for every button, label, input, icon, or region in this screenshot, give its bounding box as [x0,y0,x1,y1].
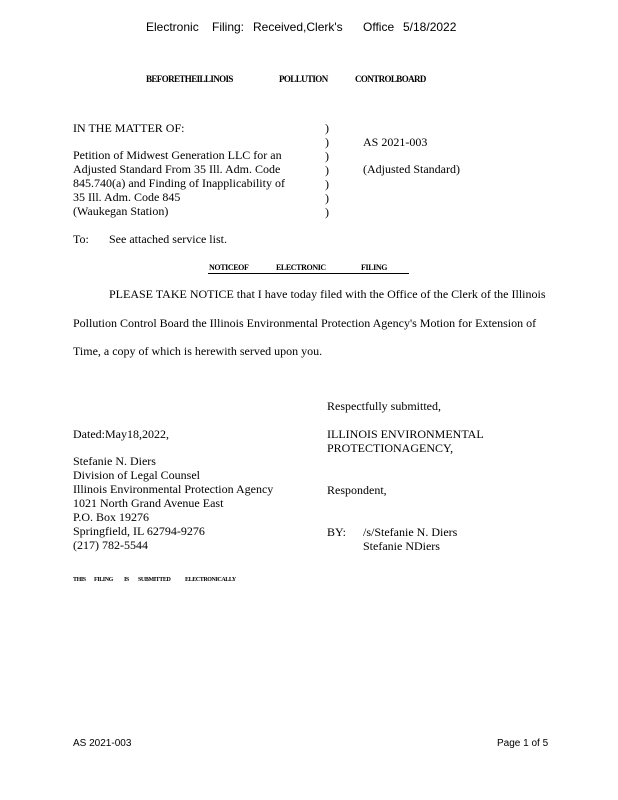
petition-text [73,148,285,218]
petition-line: (Waukegan Station) [73,204,169,218]
filing-header-date: 5/18/2022 [403,20,457,34]
notice-title-notice: NOTICEOF [209,263,249,272]
paren: ) [325,135,329,149]
caption-parens [325,121,329,219]
signer-name: Stefanie NDiers [363,539,440,553]
contact-block [73,454,273,552]
footer-case-number: AS 2021-003 [73,738,132,749]
body-line: PLEASE TAKE NOTICE that I have today filed with the Office of the Clerk of the Illinois [109,287,546,301]
footer-page-number: Page 1 of 5 [497,738,549,749]
filing-header-office: Office [363,20,395,34]
contact-line: P.O. Box 19276 [73,510,150,524]
filing-header-received: Received,Clerk's [253,20,343,34]
case-number: AS 2021-003 [363,135,428,149]
dated-line: Dated:May18,2022, [73,427,169,441]
petition-line: 845.740(a) and Finding of Inapplicability of [73,176,285,190]
respectfully-submitted: Respectfully submitted, [327,399,441,413]
paren: ) [325,163,329,177]
contact-line: (217) 782-5544 [73,538,148,552]
board-title-before: BEFORETHEILLINOIS [146,74,233,84]
agency-name-line2: PROTECTIONAGENCY, [327,441,454,455]
matter-heading: IN THE MATTER OF: [73,121,185,135]
respondent-label: Respondent, [327,483,387,497]
body-line: Time, a copy of which is herewith served upon you. [73,344,323,358]
petition-line: Adjusted Standard From 35 Ill. Adm. Code [73,162,281,176]
electronic-note-word: ELECTRONICALLY [185,577,236,583]
filing-header-filing: Filing: [212,20,245,34]
to-label: To: [73,232,89,246]
board-title-pollution: POLLUTION [279,74,328,84]
paren: ) [325,191,329,205]
paren: ) [325,205,329,219]
electronic-note-word: IS [124,577,129,583]
body-line: Pollution Control Board the Illinois Environmental Protection Agency's Motion for Extension of [73,316,537,330]
contact-line: 1021 North Grand Avenue East [73,496,224,510]
paren: ) [325,149,329,163]
petition-line: Petition of Midwest Generation LLC for an [73,148,282,162]
notice-title-electronic: ELECTRONIC [276,263,326,272]
electronic-note-word: THIS [73,577,86,583]
agency-name-line1: ILLINOIS ENVIRONMENTAL [327,427,484,441]
contact-line: Springfield, IL 62794-9276 [73,524,205,538]
filing-header-electronic: Electronic [146,20,199,34]
electronic-note-word: FILING [94,577,113,583]
contact-line: Stefanie N. Diers [73,454,156,468]
paren: ) [325,121,329,135]
electronic-signature: /s/Stefanie N. Diers [363,525,458,539]
contact-line: Illinois Environmental Protection Agency [73,482,274,496]
notice-title-filing: FILING [361,263,388,272]
case-type: (Adjusted Standard) [363,162,460,176]
petition-line: 35 Ill. Adm. Code 845 [73,190,181,204]
electronic-note-word: SUBMITTED [138,577,171,583]
contact-line: Division of Legal Counsel [73,468,200,482]
board-title-control: CONTROLBOARD [355,74,426,84]
to-text: See attached service list. [109,232,227,246]
by-label: BY: [327,525,346,539]
paren: ) [325,177,329,191]
notice-title-underline [208,273,409,274]
